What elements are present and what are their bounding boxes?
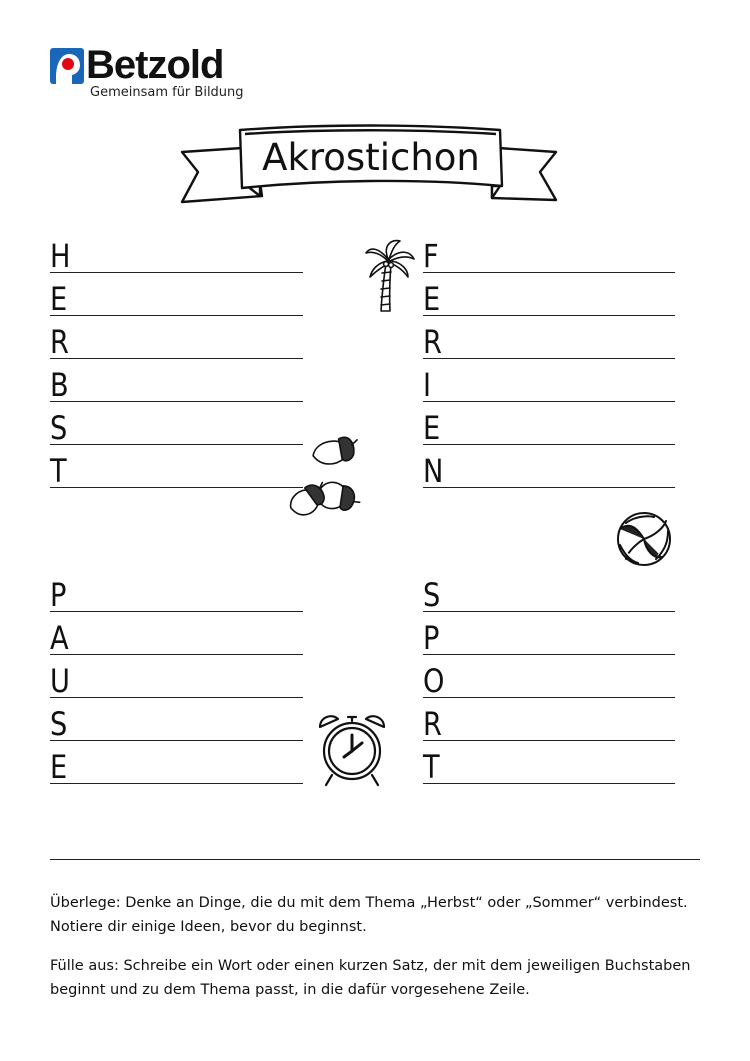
- acrostic-letter: E: [423, 409, 441, 447]
- brand-tagline: Gemeinsam für Bildung: [90, 85, 244, 100]
- alarm-clock-icon: [314, 711, 390, 787]
- acrostic-row: [50, 273, 303, 316]
- brand-name: Betzold: [86, 43, 224, 87]
- acrostic-word-pause: [50, 569, 303, 784]
- acrostic-row: [423, 445, 675, 488]
- section-divider: [50, 859, 700, 860]
- acrostic-letter: R: [423, 323, 442, 361]
- acrostic-row: [423, 569, 675, 612]
- acrostic-word-herbst: [50, 230, 303, 488]
- acrostic-letter: N: [423, 452, 444, 490]
- acrostic-row: [423, 359, 675, 402]
- acrostic-letter: S: [50, 409, 68, 447]
- palm-tree-icon: [364, 237, 416, 315]
- worksheet-title: Akrostichon: [262, 136, 480, 179]
- acrostic-row: [423, 402, 675, 445]
- write-line[interactable]: [50, 487, 303, 488]
- instruction-fill: Fülle aus: Schreibe ein Wort oder einen kurzen Satz, der mit dem jeweiligen Buchstaben beginnt und zu dem Thema passt, in die dafür vorgesehene Zeile.: [50, 958, 691, 998]
- acrostic-letter: P: [50, 576, 67, 614]
- acrostic-letter: I: [423, 366, 432, 404]
- acrostic-letter: P: [423, 619, 440, 657]
- acrostic-row: [50, 741, 303, 784]
- acrostic-letter: H: [50, 237, 71, 275]
- acrostic-row: [423, 316, 675, 359]
- acrostic-row: [423, 698, 675, 741]
- acrostic-row: [50, 698, 303, 741]
- acrostic-row: [423, 655, 675, 698]
- acrostic-letter: B: [50, 366, 69, 404]
- acrostic-row: [50, 230, 303, 273]
- betzold-logo-mark-icon: [50, 48, 84, 84]
- acrostic-letter: E: [423, 280, 441, 318]
- acrostic-row: [50, 316, 303, 359]
- acrostic-row: [423, 273, 675, 316]
- acrostic-row: [423, 612, 675, 655]
- acrostic-letter: O: [423, 662, 445, 700]
- acrostic-letter: E: [50, 748, 68, 786]
- acrostic-letter: A: [50, 619, 69, 657]
- acrostic-letter: U: [50, 662, 70, 700]
- acrostic-letter: R: [423, 705, 442, 743]
- acorn-icon: [280, 430, 376, 536]
- acrostic-letter: T: [50, 452, 67, 490]
- acrostic-row: [423, 741, 675, 784]
- acrostic-letter: T: [423, 748, 440, 786]
- acrostic-row: [50, 569, 303, 612]
- acrostic-row: [423, 230, 675, 273]
- acrostic-word-ferien: [423, 230, 675, 488]
- write-line[interactable]: [423, 783, 675, 784]
- write-line[interactable]: [50, 783, 303, 784]
- acrostic-letter: S: [50, 705, 68, 743]
- acrostic-letter: R: [50, 323, 69, 361]
- acrostic-letter: F: [423, 237, 439, 275]
- write-line[interactable]: [423, 487, 675, 488]
- instruction-think: Überlege: Denke an Dinge, die du mit dem Thema „Herbst“ oder „Sommer“ verbindest. Notiere dir einige Ideen, bevor du beginnst.: [50, 895, 688, 935]
- acrostic-row: [50, 359, 303, 402]
- betzold-logo: [50, 45, 250, 105]
- volleyball-icon: [616, 511, 672, 567]
- acrostic-letter: E: [50, 280, 68, 318]
- acrostic-row: [50, 402, 303, 445]
- acrostic-word-sport: [423, 569, 675, 784]
- acrostic-row: [50, 655, 303, 698]
- acrostic-letter: S: [423, 576, 441, 614]
- acrostic-row: [50, 612, 303, 655]
- acrostic-row: [50, 445, 303, 488]
